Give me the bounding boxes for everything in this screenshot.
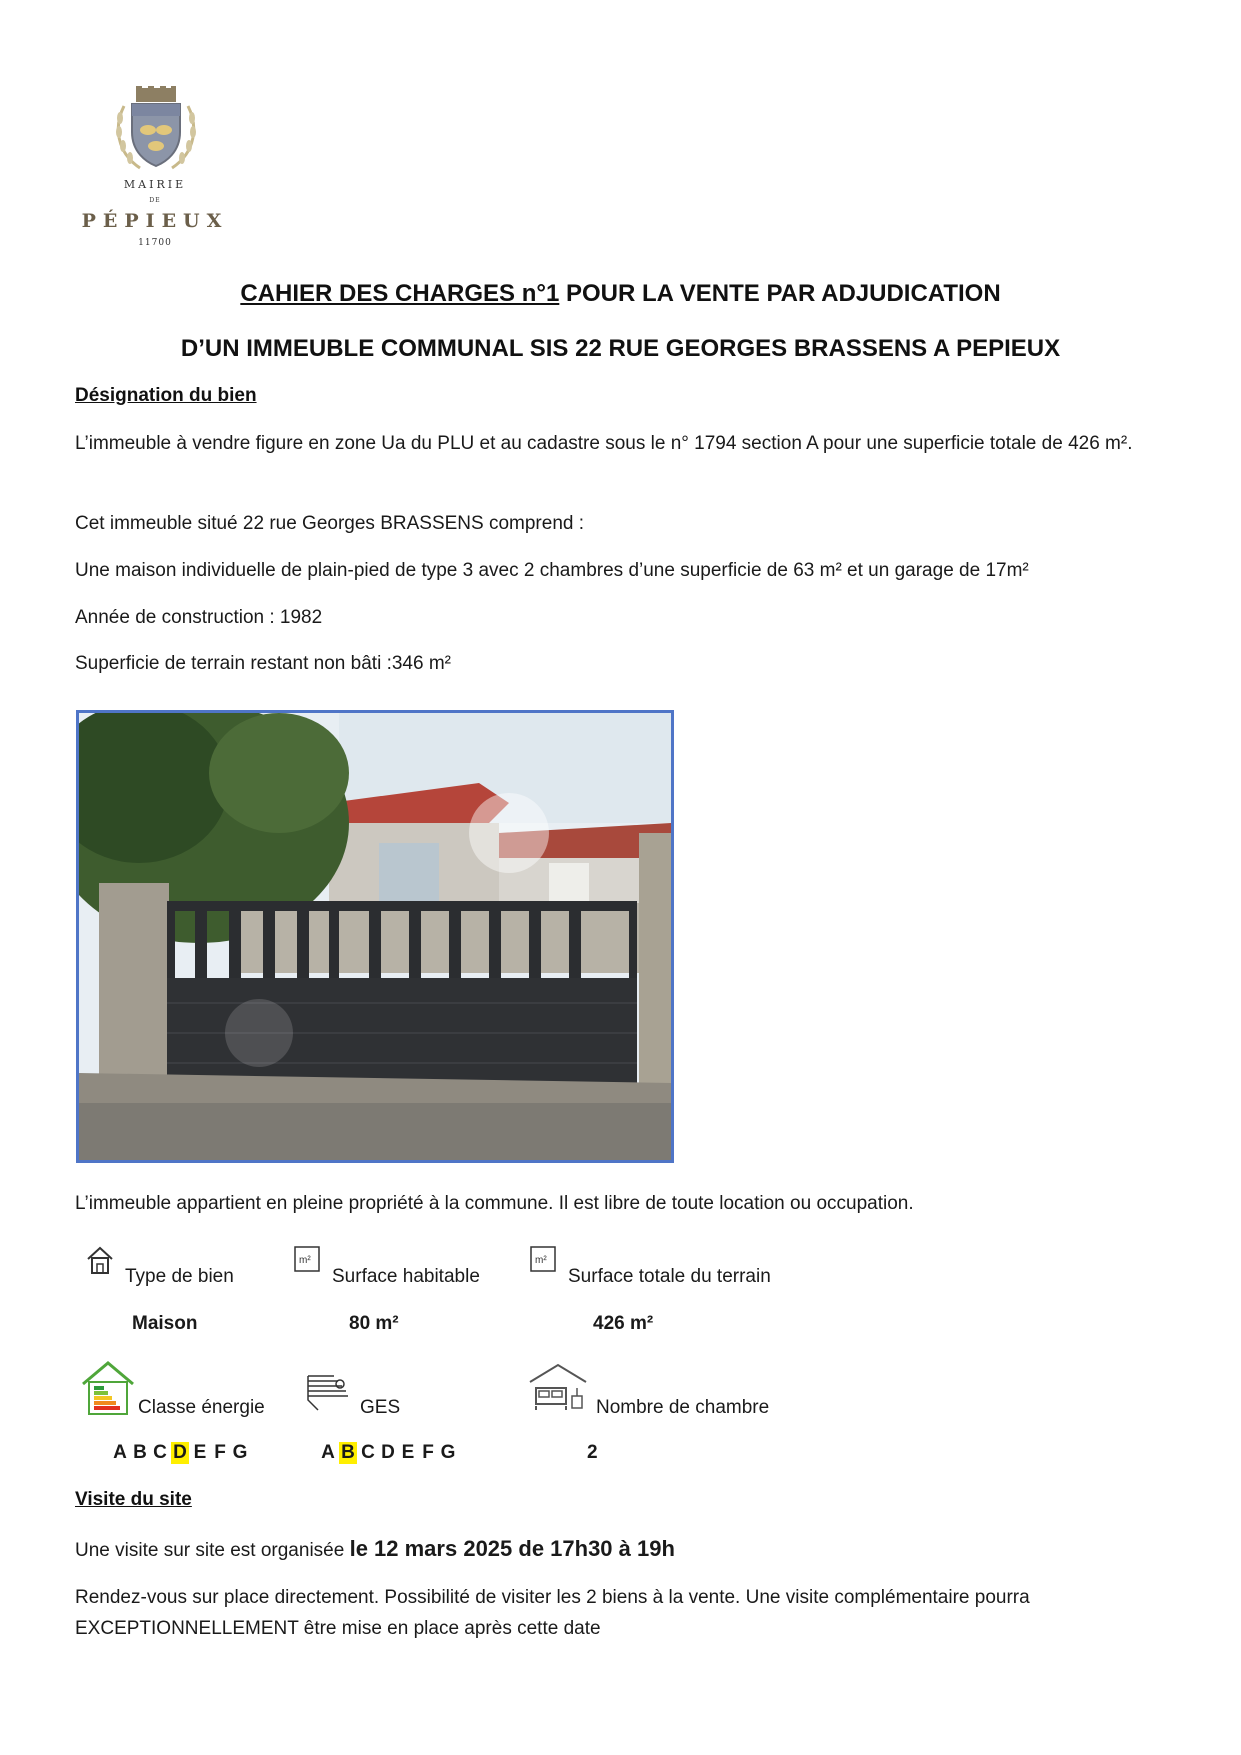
surface-terrain-label: Surface totale du terrain bbox=[568, 1266, 771, 1287]
logo-town: PÉPIEUX bbox=[81, 210, 229, 232]
page-title-line1 bbox=[0, 280, 1241, 308]
svg-text:m²: m² bbox=[299, 1255, 311, 1266]
visite-intro: Une visite sur site est organisée bbox=[75, 1540, 350, 1561]
energy-label-icon bbox=[80, 1360, 136, 1421]
paragraph-cadastre: L’immeuble à vendre figure en zone Ua du PLU et au cadastre sous le n° 1794 section A pour une superficie totale de 426 m². bbox=[75, 433, 1133, 454]
ges-letter-d: D bbox=[381, 1442, 395, 1463]
logo-mairie: MAIRIE bbox=[123, 178, 187, 191]
paragraph-visite-date bbox=[75, 1533, 1175, 1566]
energie-letter-f: F bbox=[214, 1442, 226, 1463]
type-bien-label: Type de bien bbox=[125, 1266, 234, 1287]
energie-letter-b: B bbox=[133, 1442, 147, 1463]
ges-label: GES bbox=[360, 1397, 401, 1418]
m2-icon bbox=[528, 1244, 558, 1279]
ges-letter-c: C bbox=[361, 1442, 375, 1463]
ges-icon bbox=[304, 1370, 352, 1417]
ges-letter-e: E bbox=[401, 1442, 415, 1463]
ges-letter-b: B bbox=[339, 1442, 357, 1464]
ges-scale bbox=[319, 1442, 459, 1464]
nombre-chambre-value: 2 bbox=[587, 1442, 598, 1463]
energie-letter-g: G bbox=[232, 1442, 248, 1463]
logo-postcode: 11700 bbox=[138, 238, 172, 248]
nombre-chambre-label: Nombre de chambre bbox=[596, 1397, 770, 1418]
house-icon bbox=[86, 1245, 114, 1280]
paragraph-annee: Année de construction : 1982 bbox=[75, 607, 323, 628]
title-rest: POUR LA VENTE PAR ADJUDICATION bbox=[559, 280, 1001, 307]
paragraph-rendez-vous: Rendez-vous sur place directement. Possibilité de visiter les 2 biens à la vente. Une visite complémentaire pourra EXCEPTIONNELLEMENT être mise en place après cette date bbox=[75, 1587, 1030, 1639]
energie-letter-a: A bbox=[113, 1442, 127, 1463]
ges-letter-g: G bbox=[440, 1442, 456, 1463]
m2-icon bbox=[292, 1244, 322, 1279]
paragraph-propriete: L’immeuble appartient en pleine propriété à la commune. Il est libre de toute location ou occupation. bbox=[75, 1193, 914, 1214]
section-heading-designation: Désignation du bien bbox=[75, 385, 257, 406]
page-title-line2: D’UN IMMEUBLE COMMUNAL SIS 22 RUE GEORGES BRASSENS A PEPIEUX bbox=[180, 335, 1061, 362]
classe-energie-scale bbox=[111, 1442, 251, 1464]
energie-letter-d: D bbox=[171, 1442, 189, 1464]
ges-letter-a: A bbox=[321, 1442, 335, 1463]
paragraph-terrain: Superficie de terrain restant non bâti :346 m² bbox=[75, 653, 451, 674]
section-heading-visite: Visite du site bbox=[75, 1489, 192, 1510]
property-photo bbox=[76, 710, 674, 1163]
coat-of-arms-icon bbox=[110, 86, 202, 174]
logo-de: DE bbox=[149, 197, 161, 204]
title-underlined: CAHIER DES CHARGES n°1 bbox=[240, 280, 560, 307]
paragraph-situation: Cet immeuble situé 22 rue Georges BRASSENS comprend : bbox=[75, 513, 585, 534]
paragraph-maison: Une maison individuelle de plain-pied de type 3 avec 2 chambres d’une superficie de 63 m² et un garage de 17m² bbox=[75, 560, 1029, 581]
classe-energie-label: Classe énergie bbox=[138, 1397, 265, 1418]
svg-text:m²: m² bbox=[535, 1255, 547, 1266]
visite-date-bold: le 12 mars 2025 de 17h30 à 19h bbox=[349, 1536, 675, 1561]
surface-terrain-value: 426 m² bbox=[593, 1313, 654, 1334]
energie-letter-c: C bbox=[153, 1442, 167, 1463]
bedroom-icon bbox=[528, 1362, 588, 1417]
surface-habitable-value: 80 m² bbox=[349, 1313, 399, 1334]
mairie-logo bbox=[70, 86, 240, 256]
ges-letter-f: F bbox=[422, 1442, 434, 1463]
type-bien-value: Maison bbox=[132, 1313, 198, 1334]
energie-letter-e: E bbox=[193, 1442, 207, 1463]
surface-habitable-label: Surface habitable bbox=[332, 1266, 480, 1287]
